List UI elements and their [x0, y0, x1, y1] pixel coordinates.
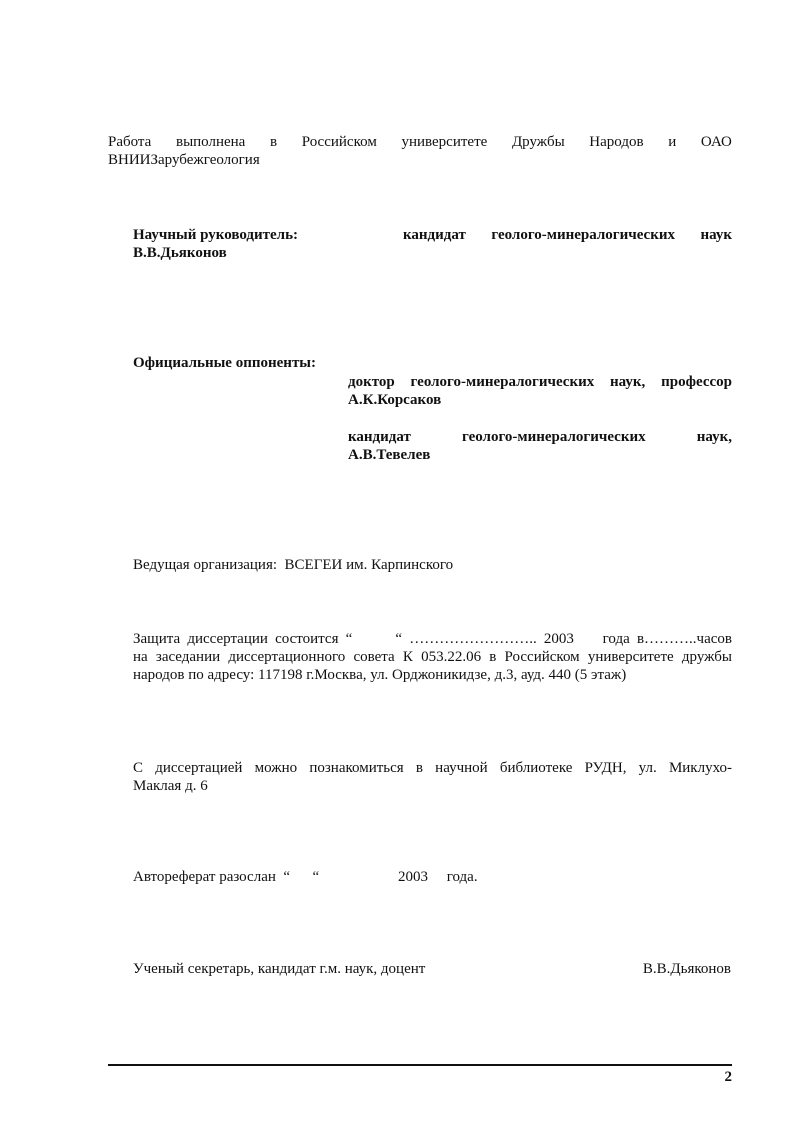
degree-word: наук,: [696, 429, 732, 445]
intro-word: Дружбы: [511, 134, 565, 150]
leading-organization: Ведущая организация: ВСЕГЕИ им. Карпинского: [133, 557, 454, 573]
opponents-title: Официальные оппоненты:: [133, 355, 317, 371]
supervisor-name: В.В.Дьяконов: [133, 245, 227, 261]
intro-word: выполнена: [175, 134, 246, 150]
footer-rule: [108, 1064, 732, 1066]
supervisor-line-1: [133, 226, 732, 244]
intro-word: и: [668, 134, 677, 150]
intro-line-2: ВНИИЗарубежгеология: [108, 152, 260, 168]
intro-word: Народов: [589, 134, 644, 150]
intro-word: университете: [401, 134, 488, 150]
defense-paragraph: [133, 630, 732, 684]
defense-line-3: народов по адресу: 117198 г.Москва, ул. Орджоникидзе, д.3, ауд. 440 (5 этаж): [133, 667, 627, 683]
secretary-name: В.В.Дьяконов: [642, 961, 731, 977]
intro-word: ОАО: [700, 134, 732, 150]
opponent-1-degree: доктор геолого-минералогических наук, профессор: [348, 374, 732, 390]
defense-line-2: на заседании диссертационного совета К 053.22.06 в Российском университете дружбы: [133, 649, 732, 665]
library-line-1: С диссертацией можно познакомиться в научной библиотеке РУДН, ул. Миклухо-: [133, 760, 732, 776]
intro-paragraph: [108, 133, 732, 169]
opponent-2-degree: [348, 428, 732, 446]
defense-line-1: Защита диссертации состоится “ “ …………………….. 2003 года в………..часов: [133, 631, 732, 647]
degree-word: кандидат: [403, 227, 466, 243]
supervisor-label: Научный руководитель:: [133, 227, 298, 243]
secretary-title: Ученый секретарь, кандидат г.м. наук, доцент: [133, 961, 426, 977]
page-number: 2: [724, 1069, 732, 1085]
library-line-2: Маклая д. 6: [133, 778, 208, 794]
secretary-line: [133, 960, 731, 978]
degree-word: наук: [700, 227, 732, 243]
degree-word: геолого-минералогических: [491, 227, 675, 243]
opponent-2: [348, 428, 732, 464]
opponent-2-name: А.В.Тевелев: [348, 447, 431, 463]
opponent-1-name: А.К.Корсаков: [348, 392, 442, 408]
degree-word: геолого-минералогических: [461, 429, 646, 445]
supervisor-block: [133, 226, 732, 262]
library-paragraph: [133, 759, 732, 795]
supervisor-degree: [403, 226, 732, 244]
intro-word: Российском: [301, 134, 377, 150]
abstract-sent: Автореферат разослан “ “ 2003 года.: [133, 869, 478, 885]
degree-word: кандидат: [348, 429, 411, 445]
opponent-1: [348, 373, 732, 409]
intro-word: Работа: [108, 134, 152, 150]
intro-line-1: [108, 133, 732, 151]
intro-word: в: [269, 134, 278, 150]
